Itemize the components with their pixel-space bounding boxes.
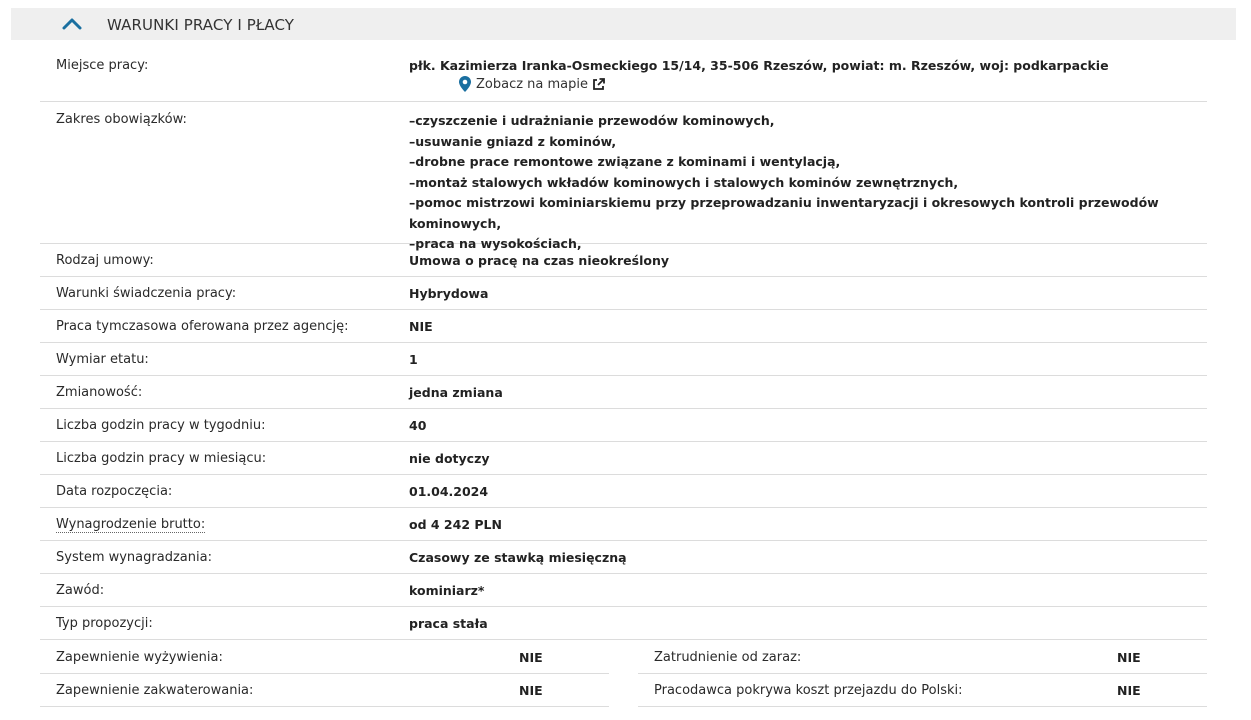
details-list [40, 40, 1207, 640]
row-label: Zapewnienie wyżywienia: [56, 650, 223, 665]
duty-item: –czyszczenie i udrażnianie przewodów kominowych, [409, 113, 775, 128]
row-duties [40, 102, 1207, 251]
section-title: WARUNKI PRACY I PŁACY [107, 16, 295, 34]
row-gross-salary [40, 508, 1207, 541]
duties-list [409, 111, 1207, 255]
row-value: od 4 242 PLN [409, 517, 502, 532]
duty-item: –pomoc mistrzowi kominiarskiemu przy przeprowadzaniu inwentaryzacji i okresowych kontroli przewodów kominowych, [409, 195, 1159, 231]
row-label: Rodzaj umowy: [56, 253, 154, 268]
row-meals [40, 641, 609, 674]
row-label: Wymiar etatu: [56, 352, 149, 367]
row-label: Pracodawca pokrywa koszt przejazdu do Polski: [654, 683, 963, 698]
row-label: Warunki świadczenia pracy: [56, 286, 237, 301]
row-label: Data rozpoczęcia: [56, 484, 173, 499]
row-offer-type [40, 607, 1207, 640]
row-value: praca stała [409, 616, 488, 631]
row-label: Miejsce pracy: [56, 58, 149, 73]
row-value: NIE [1117, 650, 1141, 665]
row-value: nie dotyczy [409, 451, 490, 466]
row-occupation [40, 574, 1207, 607]
row-value: Hybrydowa [409, 286, 489, 301]
row-fte [40, 343, 1207, 376]
row-value: NIE [1117, 683, 1141, 698]
external-link-icon [592, 78, 605, 91]
row-value: 01.04.2024 [409, 484, 489, 499]
map-link-label: Zobacz na mapie [476, 76, 589, 92]
row-label: Zakres obowiązków: [56, 112, 187, 127]
row-value: 1 [409, 352, 418, 367]
duty-item: –praca na wysokościach, [409, 236, 582, 251]
row-label: Liczba godzin pracy w miesiącu: [56, 451, 267, 466]
row-value: kominiarz* [409, 583, 485, 598]
row-weekly-hours [40, 409, 1207, 442]
row-value: Umowa o pracę na czas nieokreślony [409, 253, 669, 268]
row-work-mode [40, 277, 1207, 310]
map-pin-icon [459, 76, 471, 92]
row-monthly-hours [40, 442, 1207, 475]
duty-item: –drobne prace remontowe związane z kominami i wentylacją, [409, 154, 841, 169]
row-label: Zawód: [56, 583, 105, 598]
row-label: Praca tymczasowa oferowana przez agencję: [56, 319, 349, 334]
row-value: NIE [519, 650, 543, 665]
row-travel-cost [638, 674, 1207, 707]
chevron-up-icon[interactable] [61, 17, 83, 31]
section-header[interactable] [11, 8, 1236, 40]
row-label: System wynagradzania: [56, 550, 212, 565]
row-immediate-hire [638, 641, 1207, 674]
row-value: NIE [409, 319, 433, 334]
row-contract-type [40, 244, 1207, 277]
gross-salary-tooltip-label[interactable]: Wynagrodzenie brutto: [56, 517, 206, 532]
row-value: NIE [519, 683, 543, 698]
row-label: Zapewnienie zakwaterowania: [56, 683, 254, 698]
row-temp-agency [40, 310, 1207, 343]
row-value: jedna zmiana [409, 385, 503, 400]
row-label: Typ propozycji: [56, 616, 153, 631]
duty-item: –usuwanie gniazd z kominów, [409, 133, 617, 149]
workplace-address: płk. Kazimierza Iranka-Osmeckiego 15/14, 35-506 Rzeszów, powiat: m. Rzeszów, woj: podkarpackie [409, 58, 1109, 73]
row-value: Czasowy ze stawką miesięczną [409, 550, 627, 565]
row-label: Liczba godzin pracy w tygodniu: [56, 418, 266, 433]
map-link[interactable] [459, 76, 610, 92]
row-label: Zmianowość: [56, 385, 143, 400]
row-pay-system [40, 541, 1207, 574]
row-shifts [40, 376, 1207, 409]
row-start-date [40, 475, 1207, 508]
row-accommodation [40, 674, 609, 707]
row-workplace [40, 40, 1207, 102]
duty-item: –montaż stalowych wkładów kominowych i stalowych kominów zewnętrznych, [409, 174, 959, 190]
row-label: Zatrudnienie od zaraz: [654, 650, 802, 665]
row-value: 40 [409, 418, 427, 433]
